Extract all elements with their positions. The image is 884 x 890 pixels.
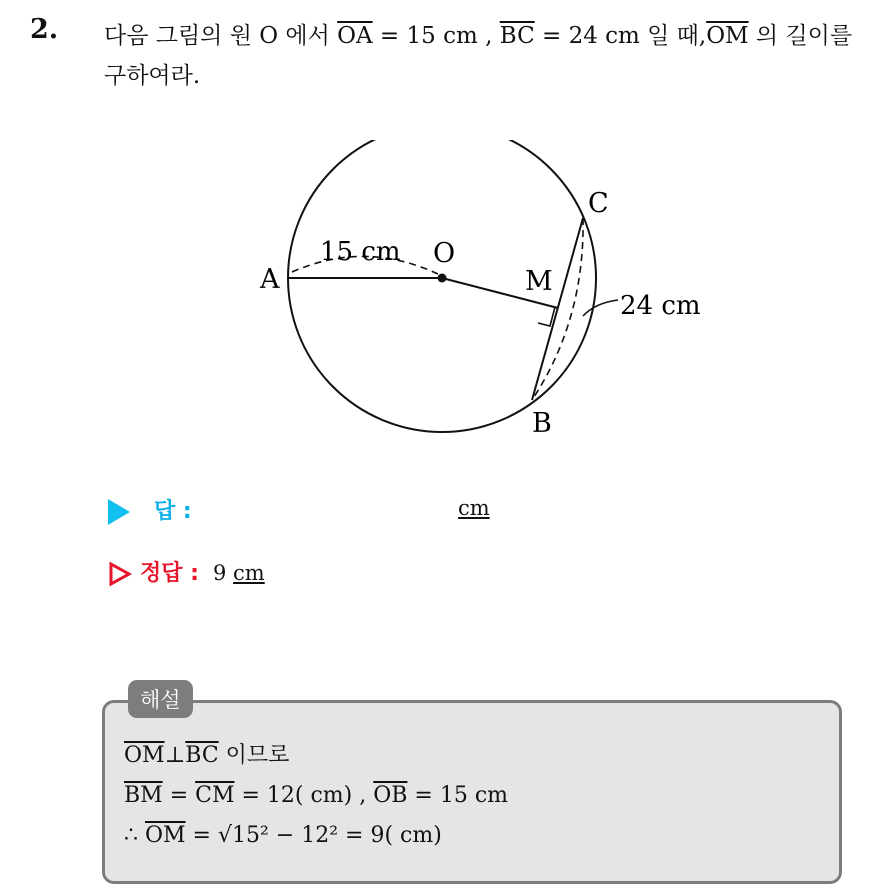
label-a: A: [260, 264, 280, 295]
answer-label: 답 :: [154, 499, 192, 524]
chord-pointer: [583, 300, 618, 316]
question-text-part: = 15 cm ,: [372, 23, 500, 49]
label-chord: 24 cm: [620, 291, 701, 321]
correct-answer-row: [108, 556, 265, 587]
segment-bc: $\overline{BC}$: [499, 23, 535, 49]
correct-value: 9: [212, 561, 227, 585]
text: 이므로: [218, 743, 290, 768]
explanation-tag: 해설: [128, 680, 193, 718]
center-point: [438, 274, 447, 283]
explanation-line-3: [124, 816, 508, 856]
correct-label: 정답 :: [140, 561, 199, 586]
therefore: ∴: [124, 823, 145, 848]
label-c: C: [588, 188, 609, 219]
segment-oa: $\overline{OA}$: [337, 23, 373, 49]
text: =: [185, 823, 218, 848]
text: = 9( cm): [338, 823, 442, 848]
question-text-part: 의 길이를 구하여라.: [104, 23, 853, 89]
label-b: B: [532, 408, 552, 439]
label-o: O: [433, 238, 456, 269]
sqrt-expression: √15² − 12²: [217, 823, 339, 848]
explanation-line-2: [124, 776, 508, 816]
right-angle-mark: [538, 307, 555, 326]
seg: $\overline{BM}$: [124, 783, 163, 808]
perp: ⊥: [164, 743, 186, 768]
question-text-part: = 24 cm 일 때,: [534, 23, 707, 49]
label-m: M: [525, 266, 553, 297]
answer-row: [108, 494, 490, 525]
text: = 15 cm: [407, 783, 509, 808]
text: = 12( cm) ,: [234, 783, 374, 808]
question-number: 2.: [30, 14, 59, 45]
question-text: [104, 16, 864, 96]
seg: $\overline{OB}$: [373, 783, 408, 808]
circle-figure: [250, 140, 710, 450]
correct-unit: cm: [233, 561, 265, 585]
segment-om: $\overline{OM}$: [706, 23, 749, 49]
label-radius: 15 cm: [320, 237, 401, 267]
seg: $\overline{CM}$: [195, 783, 235, 808]
seg: $\overline{OM}$: [124, 743, 165, 768]
question-text-part: 다음 그림의 원 O 에서: [104, 23, 338, 49]
chord-bc: [532, 218, 583, 400]
answer-arrow-icon: [108, 499, 130, 525]
text: =: [162, 783, 196, 808]
seg: $\overline{OM}$: [145, 823, 186, 848]
answer-unit: cm: [458, 496, 490, 520]
explanation-lines: [124, 736, 508, 856]
explanation-line-1: [124, 736, 508, 776]
seg: $\overline{BC}$: [185, 743, 219, 768]
correct-arrow-icon: [108, 561, 132, 587]
